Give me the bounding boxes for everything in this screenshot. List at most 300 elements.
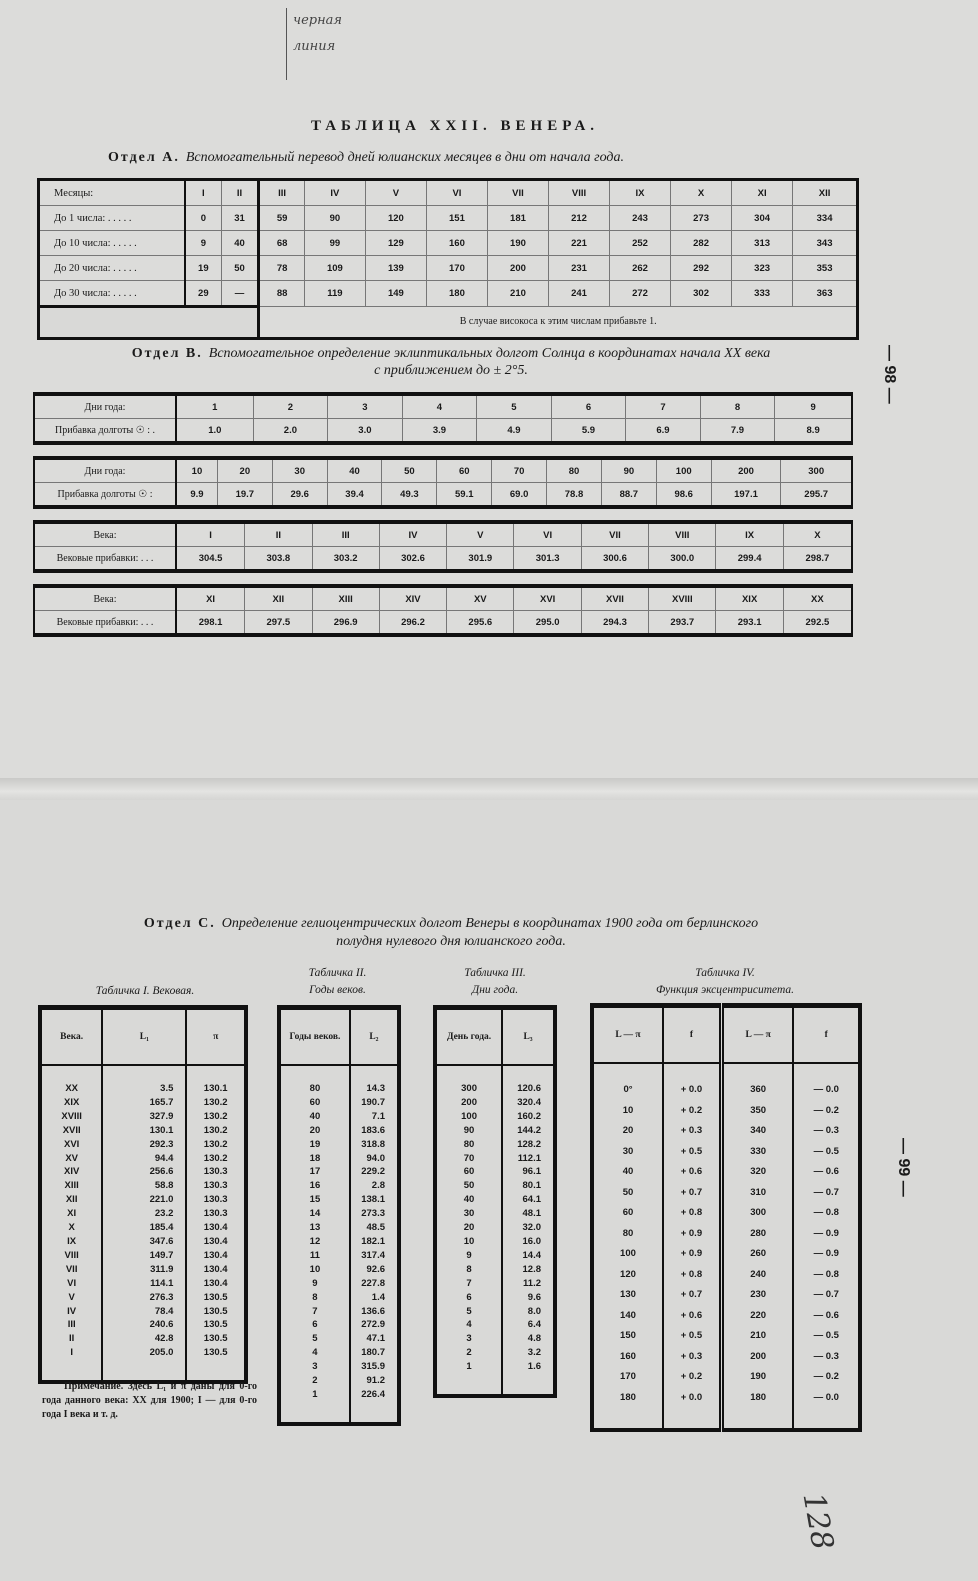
handwritten-line: линия — [293, 39, 336, 54]
table-cell: 1.4 — [371, 1291, 385, 1303]
table-cell: 59 — [259, 206, 305, 231]
table-cell: 8 — [279, 1291, 350, 1305]
table-cell: 226.4 — [361, 1388, 385, 1400]
table-row — [435, 1096, 555, 1110]
table-row — [592, 1080, 860, 1101]
table-cell: 310 — [721, 1183, 793, 1204]
table-cell: 241 — [549, 281, 610, 307]
table-cell: — 0.7 — [813, 1289, 839, 1300]
table-cell: 304.5 — [176, 547, 245, 572]
table-row — [435, 1110, 555, 1124]
table-cell: 70 — [492, 458, 547, 483]
table-cell: 1 — [176, 394, 253, 419]
table2-subtitle: Годы веков. — [309, 984, 366, 996]
table-cell: 256.6 — [102, 1165, 186, 1179]
table-cell: 160 — [426, 231, 487, 256]
table-row — [435, 1138, 555, 1152]
table-cell: 4.8 — [527, 1333, 541, 1345]
table-cell: 0° — [592, 1080, 663, 1101]
table-cell: 88.7 — [601, 483, 656, 508]
table-row — [279, 1207, 399, 1221]
table-cell: 4.9 — [477, 419, 552, 444]
table-row — [592, 1285, 860, 1306]
section-b-table — [33, 392, 853, 445]
table-cell: 200 — [435, 1096, 502, 1110]
table-cell: 200 — [711, 458, 781, 483]
table-cell: 300 — [721, 1203, 793, 1224]
table-cell: 94.0 — [366, 1152, 385, 1164]
table-cell: 212 — [549, 206, 610, 231]
table-cell: 1.6 — [527, 1361, 541, 1373]
table-cell: — 0.0 — [813, 1084, 839, 1095]
month-header: III — [259, 180, 305, 206]
table-row — [592, 1121, 860, 1142]
table-cell: + 0.5 — [663, 1142, 721, 1163]
table-row — [279, 1388, 399, 1402]
table-cell: 3.2 — [527, 1347, 541, 1359]
table-row — [279, 1221, 399, 1235]
table-row — [592, 1367, 860, 1388]
table-cell: 180 — [592, 1388, 663, 1409]
table-cell: IX — [716, 522, 783, 547]
table-cell: 138.1 — [361, 1194, 385, 1206]
table-row — [435, 1165, 555, 1179]
table-cell: 5 — [435, 1305, 502, 1319]
table-cell: 140 — [592, 1306, 663, 1327]
table-row — [40, 1263, 246, 1277]
spacer — [592, 1063, 663, 1080]
table-cell: VI — [40, 1277, 102, 1291]
table-cell: 230 — [721, 1285, 793, 1306]
table-cell: — 0.5 — [813, 1330, 839, 1341]
table-row — [39, 206, 858, 231]
table-cell: XII — [40, 1193, 102, 1207]
table-cell: 9 — [775, 394, 852, 419]
table-cell: 70 — [435, 1152, 502, 1166]
table-row — [435, 1360, 555, 1374]
table-cell: V — [40, 1291, 102, 1305]
table-cell: 130.2 — [203, 1096, 228, 1108]
table-row — [40, 1291, 246, 1305]
table-cell: 318.8 — [361, 1138, 385, 1150]
month-header: IX — [610, 180, 671, 206]
table-cell: 273 — [671, 206, 732, 231]
table-cell: 4 — [402, 394, 477, 419]
month-header: VIII — [549, 180, 610, 206]
table-cell: 99 — [304, 231, 365, 256]
table-cell: 114.1 — [102, 1277, 186, 1291]
table-row — [435, 1124, 555, 1138]
table-cell: XIII — [312, 586, 379, 611]
table-cell: 282 — [671, 231, 732, 256]
table-cell: 272 — [610, 281, 671, 307]
table-cell: 227.8 — [361, 1277, 385, 1289]
section-a-label: Отдел А. — [108, 150, 180, 165]
table-cell: + 0.6 — [663, 1162, 721, 1183]
table-cell: 2.8 — [371, 1180, 385, 1192]
table-cell: 130.4 — [203, 1235, 228, 1247]
table-cell: 182.1 — [361, 1235, 385, 1247]
spacer — [793, 1063, 860, 1080]
table-row — [39, 256, 858, 281]
table-cell: 5 — [279, 1332, 350, 1346]
table-cell: 295.0 — [514, 611, 581, 636]
table-cell: 60 — [437, 458, 492, 483]
table-cell: 276.3 — [102, 1291, 186, 1305]
table-cell: 130.2 — [203, 1110, 228, 1122]
table-cell: 136.6 — [361, 1305, 385, 1317]
page-title: ТАБЛИЦА XXII. ВЕНЕРА. — [310, 118, 600, 134]
table-cell: 130.5 — [203, 1319, 228, 1331]
table-cell: 190 — [721, 1367, 793, 1388]
table-cell: 299.4 — [716, 547, 783, 572]
table-cell: 50 — [592, 1183, 663, 1204]
table-cell: 303.8 — [245, 547, 312, 572]
table2-title — [270, 965, 405, 999]
table-cell: 20 — [217, 458, 272, 483]
table-cell: 343 — [793, 231, 858, 256]
table-cell: + 0.0 — [663, 1080, 721, 1101]
table-row — [279, 1096, 399, 1110]
table-cell: 210 — [487, 281, 548, 307]
table-row — [592, 1101, 860, 1122]
table-cell: 363 — [793, 281, 858, 307]
table-cell: XVII — [40, 1124, 102, 1138]
table-row — [435, 1152, 555, 1166]
table-cell: 300.6 — [581, 547, 648, 572]
table-cell: 78 — [259, 256, 305, 281]
table-cell: 170 — [426, 256, 487, 281]
head-row — [34, 458, 852, 483]
table-row — [435, 1082, 555, 1096]
table-cell: 15 — [279, 1193, 350, 1207]
table-cell: 6 — [435, 1291, 502, 1305]
table-cell: 243 — [610, 206, 671, 231]
table-cell: 80 — [279, 1082, 350, 1096]
section-c-heading — [36, 915, 866, 951]
table-row — [435, 1193, 555, 1207]
table-cell: 2 — [279, 1374, 350, 1388]
table-cell: 9.9 — [176, 483, 217, 508]
table-cell: + 0.3 — [663, 1121, 721, 1142]
table-row — [279, 1277, 399, 1291]
table-cell: XII — [245, 586, 312, 611]
table-row — [592, 1265, 860, 1286]
table-cell: 29.6 — [272, 483, 327, 508]
table-cell: 221.0 — [102, 1193, 186, 1207]
table-cell: 47.1 — [366, 1333, 385, 1345]
row-label: До 20 числа: . . . . . — [39, 256, 186, 281]
spacer — [663, 1408, 721, 1430]
table-cell: 295.6 — [447, 611, 514, 636]
month-header: XII — [793, 180, 858, 206]
spacer — [502, 1374, 555, 1396]
table-cell: — 0.2 — [813, 1104, 839, 1116]
table4-eccentricity — [590, 1003, 862, 1432]
table-cell: 112.1 — [517, 1152, 541, 1164]
table-row — [40, 1165, 246, 1179]
table-cell: 303.2 — [312, 547, 379, 572]
table-cell: — 0.6 — [813, 1166, 839, 1177]
table-cell: 50 — [435, 1179, 502, 1193]
table-row — [279, 1124, 399, 1138]
table-row — [40, 1179, 246, 1193]
table-cell: 151 — [426, 206, 487, 231]
table-cell: VIII — [40, 1249, 102, 1263]
table-row — [40, 1249, 246, 1263]
table-row — [592, 1306, 860, 1327]
table-cell: + 0.3 — [663, 1347, 721, 1368]
row-label: До 30 числа: . . . . . — [39, 281, 186, 307]
table-cell: 160 — [592, 1347, 663, 1368]
table-row — [279, 1263, 399, 1277]
section-a-heading — [108, 150, 624, 166]
column-header: f — [663, 1006, 721, 1064]
row-label: Прибавка долготы ☉ : — [34, 483, 176, 508]
spacer — [186, 1360, 246, 1382]
table-cell: 183.6 — [361, 1124, 385, 1136]
table-cell: XVI — [514, 586, 581, 611]
table-row — [279, 1235, 399, 1249]
value-row — [34, 419, 852, 444]
table-cell: 311.9 — [102, 1263, 186, 1277]
table-row — [40, 1207, 246, 1221]
table-cell: 128.2 — [517, 1138, 541, 1150]
table-row — [40, 1193, 246, 1207]
table-cell: 130.3 — [203, 1180, 228, 1192]
table-cell: 109 — [304, 256, 365, 281]
table-cell: 130.4 — [203, 1249, 228, 1261]
table-cell: 130 — [592, 1285, 663, 1306]
table-cell: 60 — [435, 1165, 502, 1179]
table-row — [279, 1332, 399, 1346]
table-cell: 120 — [365, 206, 426, 231]
table-cell: 130.2 — [203, 1138, 228, 1150]
spacer — [40, 1360, 102, 1382]
table-cell: — 0.3 — [813, 1125, 839, 1136]
table-cell: 1 — [279, 1388, 350, 1402]
table-cell: XVIII — [40, 1110, 102, 1124]
table-cell: I — [176, 522, 245, 547]
table-cell: 100 — [435, 1110, 502, 1124]
table-cell: 1 — [435, 1360, 502, 1374]
table-cell: 6.9 — [626, 419, 701, 444]
table-cell: 90 — [601, 458, 656, 483]
table-row — [279, 1138, 399, 1152]
table-cell: XI — [40, 1207, 102, 1221]
table-cell: 60 — [279, 1096, 350, 1110]
table-cell: 130.2 — [203, 1152, 228, 1164]
header-row — [39, 180, 858, 206]
table-cell: 139 — [365, 256, 426, 281]
table-row — [435, 1249, 555, 1263]
table-cell: 9 — [185, 231, 221, 256]
table-cell: 350 — [721, 1101, 793, 1122]
month-header: IV — [304, 180, 365, 206]
table-cell: 297.5 — [245, 611, 312, 636]
table-cell: 301.3 — [514, 547, 581, 572]
table-row — [279, 1318, 399, 1332]
table-cell: 252 — [610, 231, 671, 256]
table-cell: 240 — [721, 1265, 793, 1286]
table-cell: 48.5 — [366, 1222, 385, 1234]
table-cell: XIV — [379, 586, 446, 611]
table-cell: — 0.0 — [813, 1391, 839, 1403]
table-cell: 296.2 — [379, 611, 446, 636]
table-cell: III — [312, 522, 379, 547]
table-row — [592, 1388, 860, 1409]
table-cell: 5 — [477, 394, 552, 419]
table-cell: 130.5 — [203, 1291, 228, 1303]
table-cell: 9.6 — [527, 1291, 541, 1303]
month-header: XI — [732, 180, 793, 206]
table-row — [40, 1152, 246, 1166]
table2-title-line: Табличка II. — [308, 967, 367, 979]
table-cell: XX — [783, 586, 852, 611]
table-cell: 231 — [549, 256, 610, 281]
table-cell: 20 — [279, 1124, 350, 1138]
column-header: L₃ — [502, 1008, 555, 1066]
table-cell: 130.3 — [203, 1208, 228, 1220]
table-cell: 8.0 — [527, 1305, 541, 1317]
table-cell: 295.7 — [781, 483, 852, 508]
table-cell: 80.1 — [522, 1180, 541, 1192]
table-cell: 18 — [279, 1152, 350, 1166]
table-cell: 91.2 — [366, 1375, 385, 1387]
table-cell: 19 — [279, 1138, 350, 1152]
table-cell: 3 — [279, 1360, 350, 1374]
table-cell: + 0.9 — [663, 1224, 721, 1245]
section-b-table — [33, 520, 853, 573]
table-cell: 323 — [732, 256, 793, 281]
table-row — [39, 281, 858, 307]
table-row — [435, 1291, 555, 1305]
table-cell: 170 — [592, 1367, 663, 1388]
month-header: VI — [426, 180, 487, 206]
table-cell: + 0.5 — [663, 1326, 721, 1347]
table2-years — [277, 1005, 401, 1426]
table-cell: 149.7 — [102, 1249, 186, 1263]
table3-title — [425, 965, 565, 999]
spacer — [279, 1065, 350, 1082]
table-cell: 98.6 — [656, 483, 711, 508]
month-header: V — [365, 180, 426, 206]
table-row — [435, 1263, 555, 1277]
table-cell: 10 — [279, 1263, 350, 1277]
table-row — [279, 1082, 399, 1096]
table-cell: 180.7 — [361, 1347, 385, 1359]
row-label: Прибавка долготы ☉ : . — [34, 419, 176, 444]
month-header: I — [185, 180, 221, 206]
table-cell: 340 — [721, 1121, 793, 1142]
table-cell: 4 — [435, 1318, 502, 1332]
table-cell: — 0.5 — [813, 1145, 839, 1157]
table-cell: 240.6 — [102, 1318, 186, 1332]
table-cell: 17 — [279, 1165, 350, 1179]
table-cell: 16.0 — [522, 1235, 541, 1247]
table-cell: VI — [514, 522, 581, 547]
table-cell: 1.0 — [176, 419, 253, 444]
table-cell: 130.1 — [102, 1124, 186, 1138]
spacer — [793, 1408, 860, 1430]
table-cell: 130.4 — [203, 1277, 228, 1289]
table-cell: — 0.6 — [813, 1309, 839, 1321]
table-cell: 298.7 — [783, 547, 852, 572]
table-row — [592, 1347, 860, 1368]
table-cell: 185.4 — [102, 1221, 186, 1235]
table-cell: 160.2 — [517, 1110, 541, 1122]
table-row — [592, 1162, 860, 1183]
table-cell: VII — [581, 522, 648, 547]
row-label: Века: — [34, 586, 176, 611]
table4-title — [590, 965, 860, 999]
table-cell: 205.0 — [102, 1346, 186, 1360]
table-cell: 14 — [279, 1207, 350, 1221]
table-cell: 304 — [732, 206, 793, 231]
table-row — [592, 1203, 860, 1224]
section-c-text-2: полудня нулевого дня юлианского года. — [336, 934, 566, 949]
table-cell: 90 — [435, 1124, 502, 1138]
table-cell: — 0.2 — [813, 1371, 839, 1382]
table-cell: 302.6 — [379, 547, 446, 572]
table-cell: XV — [447, 586, 514, 611]
table-cell: 6 — [551, 394, 626, 419]
table-cell: 120.6 — [517, 1083, 541, 1094]
table-cell: 16 — [279, 1179, 350, 1193]
head-row — [34, 522, 852, 547]
table-cell: 6.4 — [527, 1319, 541, 1331]
table-cell: 130.5 — [203, 1305, 228, 1317]
table-cell: 40 — [327, 458, 382, 483]
table-cell: 292.3 — [102, 1138, 186, 1152]
section-b-heading — [36, 345, 866, 379]
value-row — [34, 547, 852, 572]
table-cell: 300 — [781, 458, 852, 483]
table-cell: 4 — [279, 1346, 350, 1360]
table-cell: — 0.8 — [813, 1207, 839, 1218]
row-label: Дни года: — [34, 394, 176, 419]
table-cell: 302 — [671, 281, 732, 307]
table4-title-line: Табличка IV. — [695, 967, 755, 979]
table-cell: X — [783, 522, 852, 547]
table-cell: 260 — [721, 1244, 793, 1265]
table-row — [592, 1142, 860, 1163]
table-cell: + 0.6 — [663, 1306, 721, 1327]
table-row — [435, 1318, 555, 1332]
table-row — [279, 1110, 399, 1124]
table-cell: 293.1 — [716, 611, 783, 636]
table-row — [40, 1082, 246, 1096]
section-a-table — [37, 178, 859, 340]
value-row — [34, 611, 852, 636]
table-cell: 42.8 — [102, 1332, 186, 1346]
table-cell: IV — [379, 522, 446, 547]
spacer — [279, 1402, 350, 1424]
table-row — [279, 1152, 399, 1166]
table-cell: 320.4 — [517, 1096, 541, 1108]
table-cell: 119 — [304, 281, 365, 307]
table-cell: 301.9 — [447, 547, 514, 572]
table-cell: 59.1 — [437, 483, 492, 508]
table-row — [40, 1318, 246, 1332]
section-b-table — [33, 584, 853, 637]
table-cell: 129 — [365, 231, 426, 256]
table-row — [435, 1332, 555, 1346]
table-cell: 292 — [671, 256, 732, 281]
table-row — [279, 1165, 399, 1179]
month-header: II — [221, 180, 259, 206]
table-cell: 180 — [426, 281, 487, 307]
